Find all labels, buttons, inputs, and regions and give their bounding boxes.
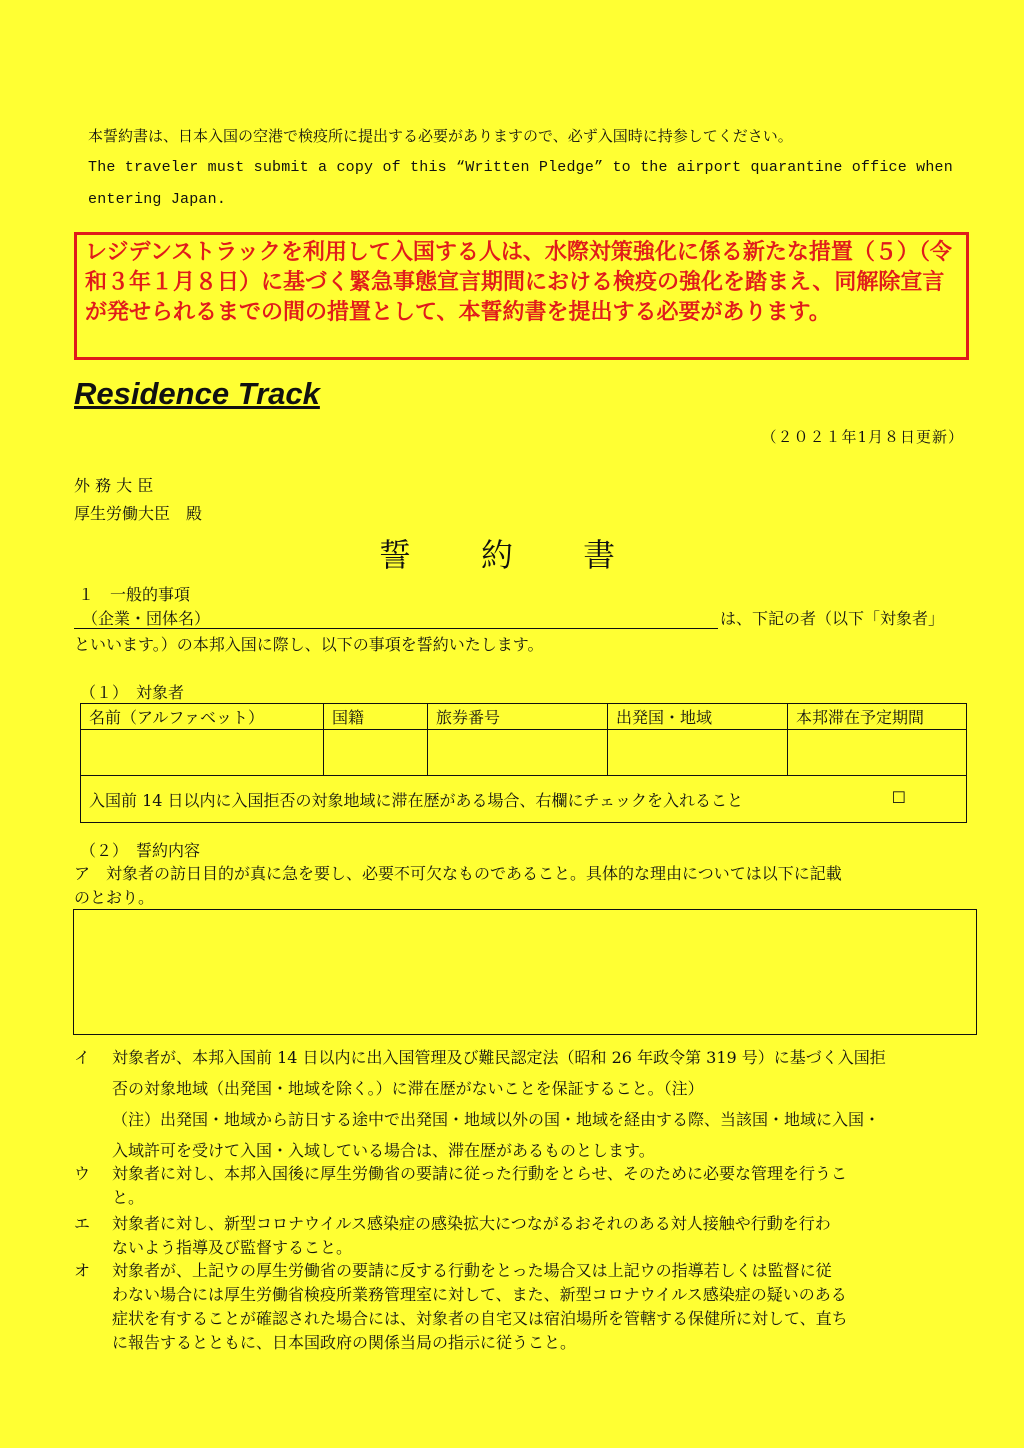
company-name-field[interactable]: （企業・団体名） [74, 606, 718, 629]
item-o-line3: 症状を有することが確認された場合には、対象者の自宅又は宿泊場所を管轄する保健所に対して、直ち [112, 1309, 848, 1328]
col-stay-header: 本邦滞在予定期間 [788, 704, 967, 730]
addressee [74, 472, 202, 528]
name-cell[interactable] [81, 730, 324, 776]
document-title: 誓 約 書 [378, 536, 646, 574]
pledge-item-a [74, 862, 979, 910]
notice-ja: 本誓約書は、日本入国の空港で検疫所に提出する必要がありますので、必ず入国時に持参してください。 [88, 127, 793, 145]
item-o-line1: 対象者が、上記ウの厚生労働省の要請に反する行動をとった場合又は上記ウの指導若しくは監督に従 [112, 1261, 832, 1280]
pledge-item-o [74, 1259, 979, 1355]
stay-history-checkbox[interactable]: ☐ [891, 787, 906, 807]
pledge-item-u [74, 1162, 979, 1210]
col-departure-header: 出発国・地域 [608, 704, 788, 730]
stay-period-cell[interactable] [788, 730, 967, 776]
item-e-mark: エ [74, 1214, 91, 1233]
addressee-line1: 外 務 大 臣 [74, 476, 154, 495]
note-line2: 入域許可を受けて入国・入域している場合は、滞在歴があるものとします。 [112, 1141, 655, 1160]
item-e-line1: 対象者に対し、新型コロナウイルス感染症の感染拡大につながるおそれのある対人接触や行動を行わ [112, 1214, 831, 1233]
item-u-line1: 対象者に対し、本邦入国後に厚生労働省の要請に従った行動をとらせ、そのために必要な管理を行うこ [112, 1164, 848, 1183]
submission-notice [88, 120, 968, 216]
company-suffix-text: は、下記の者（以下「対象者」 [720, 609, 945, 628]
subject-table [80, 703, 967, 823]
updated-date: （２０２１年1月８日更新） [761, 428, 964, 446]
pledge-item-e [74, 1212, 979, 1260]
item-e-line2: ないよう指導及び監督すること。 [112, 1238, 353, 1257]
col-name-header: 名前（アルファベット） [81, 704, 324, 730]
stay-history-check-label: 入国前 14 日以内に入国拒否の対象地域に滞在歴がある場合、右欄にチェックを入れること [89, 790, 744, 810]
item-o-mark: オ [74, 1261, 91, 1280]
addressee-line2: 厚生労働大臣 殿 [74, 504, 203, 523]
section1-intro-line2: といいます。）の本邦入国に際し、以下の事項を誓約いたします。 [74, 635, 544, 654]
note-line1: （注）出発国・地域から訪日する途中で出発国・地域以外の国・地域を経由する際、当該国・地域に入国・ [112, 1110, 881, 1129]
item-a-line2: のとおり。 [74, 888, 155, 907]
subject-heading: （１） 対象者 [80, 683, 185, 702]
residence-track-title: Residence Track [74, 376, 320, 411]
passport-cell[interactable] [428, 730, 608, 776]
reason-text-box[interactable] [73, 909, 977, 1035]
red-notice-box: レジデンストラックを利用して入国する人は、水際対策強化に係る新たな措置（５）（令和３年１月８日）に基づく緊急事態宣言期間における検疫の強化を踏まえ、同解除宣言が発せられるまでの間の措置として、本誓約書を提出する必要があります。 [74, 232, 969, 360]
col-nationality-header: 国籍 [324, 704, 428, 730]
pledge-heading: （２） 誓約内容 [80, 841, 201, 860]
item-u-line2: と。 [112, 1188, 145, 1207]
col-passport-header: 旅券番号 [428, 704, 608, 730]
departure-cell[interactable] [608, 730, 788, 776]
section1-heading: １ 一般的事項 [78, 585, 191, 604]
nationality-cell[interactable] [324, 730, 428, 776]
stay-history-check-row [81, 776, 967, 823]
pledge-item-i [74, 1042, 979, 1166]
item-o-line4: に報告するとともに、日本国政府の関係当局の指示に従うこと。 [112, 1333, 577, 1352]
item-i-line2: 否の対象地域（出発国・地域を除く。）に滞在歴がないことを保証すること。（注） [112, 1079, 704, 1098]
item-a-line1: 対象者の訪日目的が真に急を要し、必要不可欠なものであること。具体的な理由については以下に記載 [106, 864, 842, 883]
notice-en-line2: entering Japan. [88, 191, 227, 208]
notice-en-line1: The traveler must submit a copy of this “Written Pledge” to the airport quarantine office when [88, 159, 953, 176]
item-o-line2: わない場合には厚生労働省検疫所業務管理室に対して、また、新型コロナウイルス感染症の疑いのある [112, 1285, 847, 1304]
item-i-mark: イ [74, 1048, 91, 1067]
item-u-mark: ウ [74, 1164, 91, 1183]
item-i-line1: 対象者が、本邦入国前 14 日以内に出入国管理及び難民認定法（昭和 26 年政令第 319 号）に基づく入国拒 [112, 1048, 886, 1067]
item-a-mark: ア [74, 864, 91, 883]
